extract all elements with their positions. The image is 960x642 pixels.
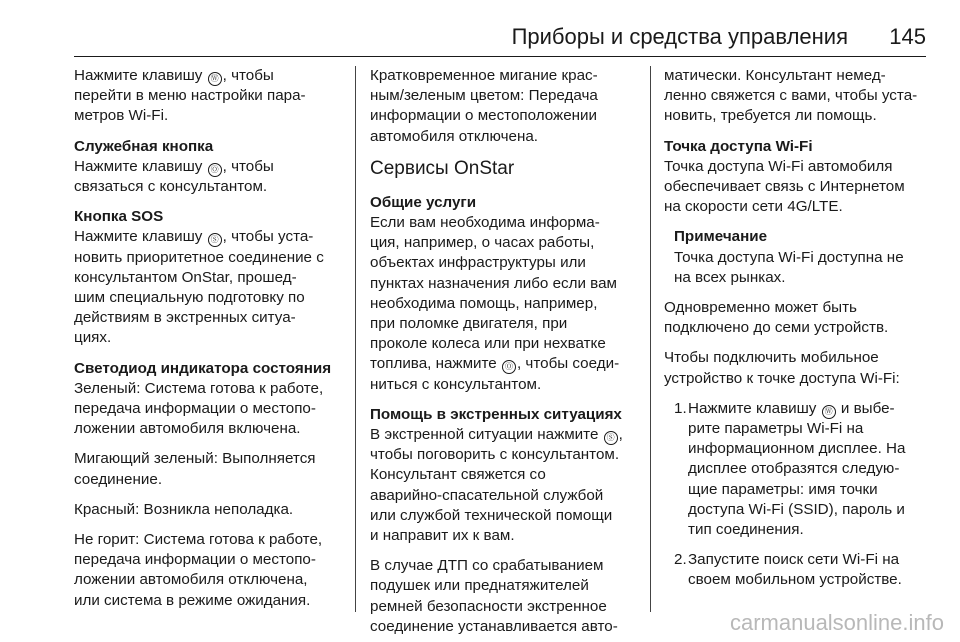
emergency-heading: Помощь в экстренных ситуациях: [370, 405, 622, 423]
connect-paragraph: Чтобы подключить мобильное устройство к точке доступа Wi-Fi:: [664, 349, 900, 387]
devices-paragraph: Одновременно может быть подключено до семи устройств.: [664, 299, 889, 337]
column-1: [74, 66, 352, 611]
column-divider: [355, 66, 356, 612]
page-number: 145: [889, 24, 926, 49]
general-services-heading: Общие услуги: [370, 193, 477, 211]
header-rule: [74, 56, 926, 57]
general-services-section: Общие услуги Если вам необходима информа- ция, например, о часах работы, объектах инфраструктуры или пунктах назначения либо если вам необходима помощь, например, при поломке двигателя, при проколе колеса или при нехватке топлива, нажмите Ⓞ , чтобы соеди- ниться с консультантом.: [370, 193, 636, 395]
step-1: 1. Нажмите клавишу Ⓦ и выбе- рите параметры Wi-Fi на информационном дисплее. На дисплее отобразятся следую- щие параметры: имя точки доступа Wi-Fi (SSID), пароль и тип соединения.: [674, 399, 906, 539]
step-number: 2.: [674, 551, 687, 569]
sos-button-heading: Кнопка SOS: [74, 208, 164, 226]
wifi-key-icon: Ⓦ: [208, 72, 222, 86]
column-2: [370, 66, 636, 637]
crash-paragraph: В случае ДТП со срабатыванием подушек или преднатяжителей ремней безопасности экстренное соединение устанавливается авто-: [370, 557, 618, 635]
blink-paragraph: Кратковременное мигание крас- ным/зеленым цветом: Передача информации о местоположении автомобиля отключена.: [370, 67, 598, 145]
emergency-section: Помощь в экстренных ситуациях В экстренной ситуации нажмите Ⓢ , чтобы поговорить с консультантом. Консультант свяжется со аварийно-спасательной службой или службой технической помощи и направит их к вам.: [370, 405, 636, 546]
hotspot-heading: Точка доступа Wi-Fi: [664, 137, 813, 155]
wifi-key-icon: Ⓦ: [822, 405, 836, 419]
status-led-heading: Светодиод индикатора состояния: [74, 359, 332, 377]
onstar-services-heading: Сервисы OnStar: [370, 157, 515, 179]
note-heading: Примечание: [674, 228, 768, 246]
service-button-section: Служебная кнопка Нажмите клавишу Ⓞ , чтобы связаться с консультантом.: [74, 137, 352, 198]
status-led-section: [74, 359, 352, 611]
sos-key-icon: Ⓢ: [208, 233, 222, 247]
led-blink: Мигающий зеленый: Выполняется соединение.: [74, 450, 316, 488]
led-off: Не горит: Система готова к работе, передача информации о местопо- ложении автомобиля отключена, или система в режиме ожидания.: [74, 531, 323, 609]
service-button-heading: Служебная кнопка: [74, 137, 214, 155]
hotspot-section: Точка доступа Wi-Fi Точка доступа Wi-Fi автомобиля обеспечивает связь с Интернетом на скорости сети 4G/LTE.: [664, 137, 930, 218]
page-header: [0, 0, 960, 58]
service-key-icon: Ⓞ: [208, 163, 222, 177]
service-key-icon: Ⓞ: [502, 360, 516, 374]
sos-key-icon: Ⓢ: [604, 431, 618, 445]
step-number: 1.: [674, 399, 687, 417]
column-divider: [650, 66, 651, 612]
led-green: Зеленый: Система готова к работе, передача информации о местопо- ложении автомобиля включена.: [74, 379, 324, 438]
note-box: Примечание Точка доступа Wi-Fi доступна не на всех рынках.: [664, 227, 930, 288]
led-red: Красный: Возникла неполадка.: [74, 500, 294, 518]
wifi-paragraph: Нажмите клавишу Ⓦ , чтобы перейти в меню настройки пара- метров Wi-Fi.: [74, 67, 306, 125]
sos-button-section: Кнопка SOS Нажмите клавишу Ⓢ , чтобы уста- новить приоритетное соединение с консультантом OnStar, прошед- шим специальную подготовку по действиям в экстренных ситуа- циях.: [74, 207, 352, 348]
section-title: Приборы и средства управления: [511, 24, 848, 49]
watermark: carmanualsonline.info: [729, 610, 944, 635]
crash-continued: матически. Консультант немед- ленно свяжется с вами, чтобы уста- новить, требуется ли помощь.: [664, 67, 918, 125]
column-3: [664, 66, 930, 591]
step-2: 2. Запустите поиск сети Wi-Fi на своем мобильном устройстве.: [674, 551, 902, 589]
